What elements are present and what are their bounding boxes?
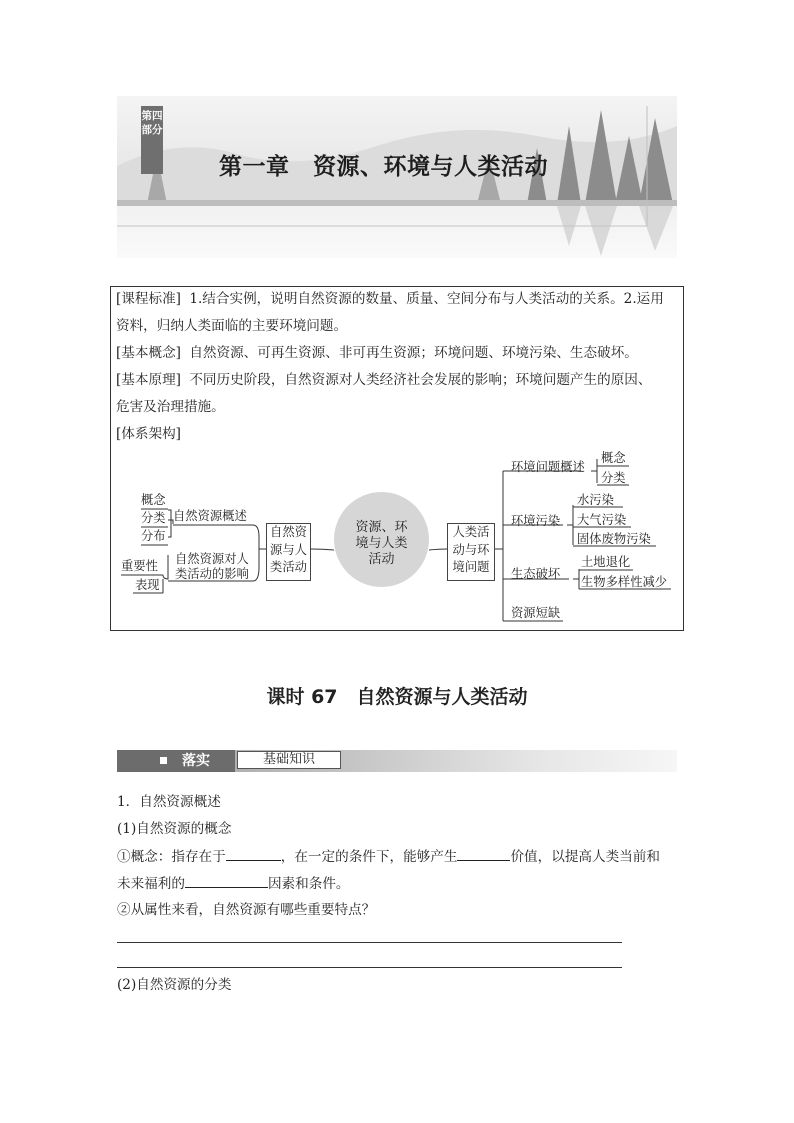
- right-item-water-pollution: 水污染: [577, 493, 614, 507]
- right-item-land-degradation: 土地退化: [581, 555, 631, 569]
- answer-line-1[interactable]: [117, 942, 622, 943]
- left-topic-line-1: 自然资: [270, 525, 307, 539]
- question-concept-line-2: [117, 874, 350, 893]
- question-concept-line-1: [117, 847, 660, 866]
- principle-tag: [基本原理]: [116, 372, 181, 388]
- chapter-title: 第一章 资源、环境与人类活动: [219, 154, 548, 180]
- standard-tag: [课程标准]: [116, 291, 181, 307]
- concept-text: 自然资源、可再生资源、非可再生资源；环境问题、环境污染、生态破坏。: [189, 345, 638, 361]
- framework-tag: [体系架构]: [116, 426, 181, 442]
- section-bar-label-bg: [117, 750, 235, 772]
- question-characteristics: ②从属性来看，自然资源有哪些重要特点？: [117, 902, 376, 918]
- chapter-banner: [117, 96, 677, 258]
- blank-field-2[interactable]: [457, 847, 510, 861]
- right-item-air-pollution: 大气污染: [577, 513, 627, 527]
- left-item-manifestation: 表现: [135, 578, 160, 592]
- left-item-concept: 概念: [141, 493, 166, 507]
- answer-line-2[interactable]: [117, 967, 622, 968]
- right-item-solid-waste: 固体废物污染: [577, 532, 651, 546]
- part-label: 第四部分: [141, 106, 163, 174]
- section-tab: 基础知识: [237, 751, 341, 769]
- standard-line-1: 1.结合实例，说明自然资源的数量、质量、空间分布与人类活动的关系。2.运用: [189, 291, 664, 307]
- concept-tag: [基本概念]: [116, 345, 181, 361]
- question-text-5: 因素和条件。: [267, 876, 350, 892]
- right-topic-line-3: 境问题: [452, 560, 490, 574]
- question-text-3: 价值，以提高人类当前和: [510, 849, 660, 865]
- bullet-square-icon: [160, 757, 167, 764]
- center-topic-label: 资源、环 境与人类 活动: [355, 520, 408, 567]
- right-branch-ecology: 生态破坏: [511, 567, 561, 581]
- blank-field-3[interactable]: [185, 874, 268, 888]
- question-text-1: ①概念：指存在于: [117, 849, 226, 865]
- left-branch-impact-line-2: 类活动的影响: [175, 567, 249, 581]
- question-text-4: 未来福利的: [117, 876, 185, 892]
- right-item-classification: 分类: [601, 471, 626, 485]
- left-topic-line-2: 源与人: [270, 542, 307, 557]
- principle-line-1: 不同历史阶段，自然资源对人类经济社会发展的影响；环境问题产生的原因、: [189, 372, 652, 388]
- right-topic-line-2: 动与环: [452, 542, 490, 557]
- left-item-distribution: 分布: [141, 529, 166, 543]
- standard-line-2: 资料，归纳人类面临的主要环境问题。: [116, 318, 348, 334]
- subheading-resource-classification: (2)自然资源的分类: [117, 977, 232, 993]
- right-topic-line-1: 人类活: [452, 525, 490, 539]
- left-item-importance: 重要性: [121, 559, 158, 573]
- right-item-biodiversity-loss: 生物多样性减少: [581, 575, 668, 589]
- left-branch-impact-line-1: 自然资源对人: [175, 552, 249, 566]
- left-topic-box: [266, 523, 311, 581]
- question-text-2: ，在一定的条件下，能够产生: [280, 849, 458, 865]
- right-item-concept: 概念: [601, 451, 626, 465]
- heading-resource-overview: 1．自然资源概述: [117, 794, 221, 810]
- left-topic-line-3: 类活动: [270, 560, 307, 574]
- blank-field-1[interactable]: [226, 847, 281, 861]
- section-label: 落实: [182, 753, 210, 769]
- subheading-resource-concept: (1)自然资源的概念: [117, 821, 232, 837]
- left-item-classification: 分类: [141, 511, 166, 525]
- right-branch-overview: 环境问题概述: [511, 460, 585, 474]
- right-branch-shortage: 资源短缺: [511, 606, 561, 620]
- lesson-title: 课时 67 自然资源与人类活动: [266, 686, 528, 708]
- right-topic-box: [447, 523, 495, 581]
- curriculum-box: [110, 286, 684, 631]
- center-topic-node: [334, 492, 429, 587]
- right-branch-pollution: 环境污染: [511, 514, 561, 528]
- left-branch-overview: 自然资源概述: [173, 509, 247, 523]
- principle-line-2: 危害及治理措施。: [116, 399, 225, 415]
